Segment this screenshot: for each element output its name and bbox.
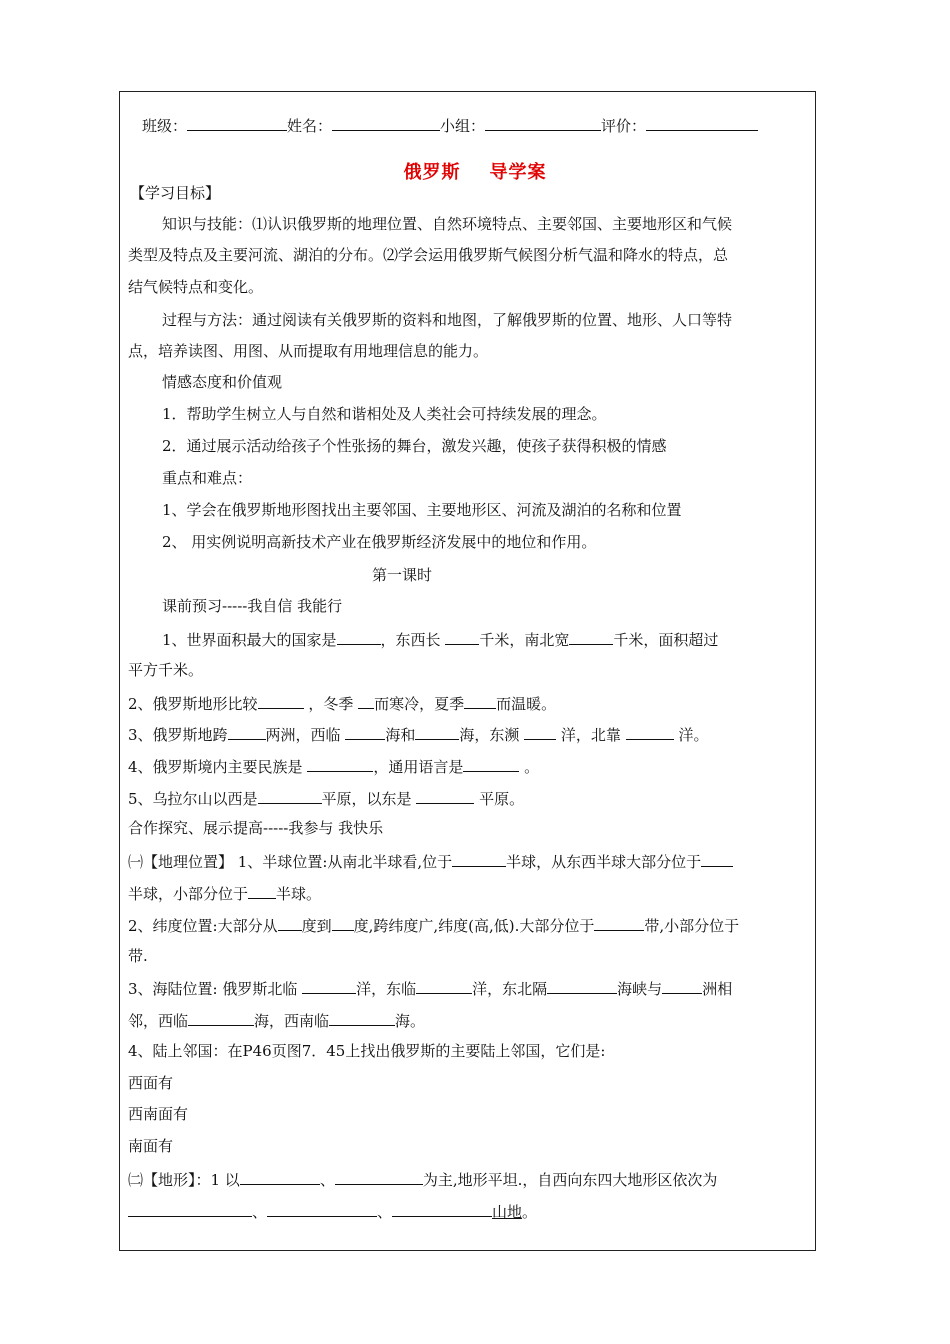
p5-text-b: 、 bbox=[319, 1171, 335, 1189]
explore-p5 bbox=[128, 1168, 717, 1190]
explore-heading: 合作探究、展示提高-----我参与 我快乐 bbox=[128, 819, 384, 837]
q4-text-c: 。 bbox=[519, 758, 540, 776]
q3-text-c: 海和 bbox=[385, 726, 416, 744]
q4-blank-ethnic[interactable] bbox=[307, 755, 373, 772]
explore-p2 bbox=[128, 914, 739, 936]
preview-q4 bbox=[128, 755, 539, 777]
q4-text-b: ，通用语言是 bbox=[373, 758, 464, 776]
key-heading: 重点和难点： bbox=[162, 469, 253, 487]
emotion-item-1: 1．帮助学生树立人与自然和谐相处及人类社会可持续发展的理念。 bbox=[162, 405, 607, 423]
explore-p3-cont bbox=[128, 1009, 425, 1031]
q1-blank-ns[interactable] bbox=[569, 628, 613, 645]
p2-blank-lat-to[interactable] bbox=[332, 914, 354, 931]
q1-text-d: 千米，面积超过 bbox=[613, 631, 719, 649]
class-label: 班级： bbox=[142, 117, 188, 135]
q4-text-a: 4、俄罗斯境内主要民族是 bbox=[128, 758, 308, 776]
p3-text-b: 洋，东临 bbox=[356, 980, 417, 998]
p2-text-b: 度到 bbox=[301, 917, 332, 935]
p1-text-c: 半球，小部分位于 bbox=[128, 885, 249, 903]
explore-p1 bbox=[128, 850, 733, 872]
preview-q2 bbox=[128, 692, 556, 714]
knowledge-line-3: 结气候特点和变化。 bbox=[128, 278, 264, 296]
knowledge-line-1: 知识与技能：⑴认识俄罗斯的地理位置、自然环境特点、主要邻国、主要地形区和气候 bbox=[162, 215, 733, 233]
p3-text-d: 海峡与 bbox=[617, 980, 663, 998]
p2-text-a: 2、纬度位置:大部分从 bbox=[128, 917, 278, 935]
group-label: 小组： bbox=[440, 117, 486, 135]
p3-blank-continent[interactable] bbox=[662, 977, 702, 994]
p1-blank-ew-major[interactable] bbox=[701, 850, 733, 867]
preview-q3 bbox=[128, 723, 708, 745]
objectives-heading: 【学习目标】 bbox=[130, 184, 221, 202]
class-field[interactable] bbox=[187, 114, 287, 131]
p5-blank-region-1[interactable] bbox=[128, 1200, 252, 1217]
q3-text-e: 洋，北靠 bbox=[556, 726, 626, 744]
preview-q1-cont: 平方千米。 bbox=[128, 661, 204, 679]
p5-text-d: 、 bbox=[252, 1203, 268, 1221]
q4-blank-language[interactable] bbox=[463, 755, 519, 772]
q2-blank-terrain[interactable] bbox=[258, 692, 304, 709]
p2-blank-lat-from[interactable] bbox=[278, 914, 302, 931]
p3-blank-north-ocean[interactable] bbox=[302, 977, 356, 994]
p5-text-mountain: 山地 bbox=[492, 1203, 523, 1221]
explore-p5-cont bbox=[128, 1200, 537, 1222]
process-line-2: 点，培养读图、用图、从而提取有用地理信息的能力。 bbox=[128, 342, 489, 360]
p1-blank-ew-minor[interactable] bbox=[248, 882, 276, 899]
eval-label: 评价： bbox=[601, 117, 647, 135]
p5-text-a: ㈡【地形】：1 以 bbox=[128, 1171, 240, 1189]
key-item-1: 1、学会在俄罗斯地形图找出主要邻国、主要地形区、河流及湖泊的名称和位置 bbox=[162, 501, 682, 519]
q3-blank-sea1[interactable] bbox=[345, 723, 385, 740]
p5-blank-region-3[interactable] bbox=[392, 1200, 492, 1217]
q3-blank-ocean-north[interactable] bbox=[626, 723, 674, 740]
p3-blank-east-ocean[interactable] bbox=[416, 977, 472, 994]
q1-text-b: ，东西长 bbox=[380, 631, 446, 649]
p5-text-g: 。 bbox=[522, 1203, 538, 1221]
q5-text-b: 平原，以东是 bbox=[321, 790, 417, 808]
q1-blank-ew[interactable] bbox=[445, 628, 479, 645]
p1-text-a: ㈠【地理位置】 1、半球位置:从南北半球看,位于 bbox=[128, 853, 453, 871]
q3-text-b: 两洲，西临 bbox=[265, 726, 346, 744]
q3-text-a: 3、俄罗斯地跨 bbox=[128, 726, 228, 744]
q2-text-b: ，冬季 bbox=[303, 695, 359, 713]
p2-blank-zone-major[interactable] bbox=[594, 914, 644, 931]
q5-blank-east-plain[interactable] bbox=[416, 787, 474, 804]
explore-p1-cont bbox=[128, 882, 321, 904]
p3-text-g: 海，西南临 bbox=[254, 1012, 330, 1030]
q2-text-d: 而温暖。 bbox=[496, 695, 557, 713]
q5-text-a: 5、乌拉尔山以西是 bbox=[128, 790, 258, 808]
q1-blank-country[interactable] bbox=[337, 628, 381, 645]
name-label: 姓名： bbox=[287, 117, 333, 135]
title-right: 导学案 bbox=[489, 162, 547, 183]
page-title bbox=[0, 158, 950, 184]
p1-text-d: 半球。 bbox=[276, 885, 322, 903]
p3-text-h: 海。 bbox=[395, 1012, 426, 1030]
p2-text-d: 带,小部分位于 bbox=[644, 917, 740, 935]
preview-q5 bbox=[128, 787, 524, 809]
emotion-heading: 情感态度和价值观 bbox=[162, 373, 283, 391]
p2-text-c: 度,跨纬度广,纬度(高,低).大部分位于 bbox=[353, 917, 595, 935]
p5-blank-region-2[interactable] bbox=[267, 1200, 377, 1217]
q3-blank-ocean-east[interactable] bbox=[524, 723, 556, 740]
p3-blank-southwest-sea[interactable] bbox=[329, 1009, 395, 1026]
p5-text-c: 为主,地形平坦.，自西向东四大地形区依次为 bbox=[422, 1171, 718, 1189]
p3-text-a: 3、海陆位置: 俄罗斯北临 bbox=[128, 980, 303, 998]
q3-blank-continents[interactable] bbox=[228, 723, 266, 740]
emotion-item-2: 2．通过展示活动给孩子个性张扬的舞台，激发兴趣，使孩子获得积极的情感 bbox=[162, 437, 667, 455]
neighbors-south: 南面有 bbox=[128, 1137, 174, 1155]
lesson-label: 第一课时 bbox=[372, 566, 433, 584]
eval-field[interactable] bbox=[646, 114, 758, 131]
q2-blank-summer[interactable] bbox=[464, 692, 496, 709]
q2-text-c: 而寒冷，夏季 bbox=[374, 695, 465, 713]
p5-text-e: 、 bbox=[377, 1203, 393, 1221]
q3-text-d: 海，东濒 bbox=[459, 726, 525, 744]
p3-blank-strait[interactable] bbox=[547, 977, 617, 994]
q1-text-a: 1、世界面积最大的国家是 bbox=[162, 631, 337, 649]
q1-text-c: 千米，南北宽 bbox=[479, 631, 570, 649]
preview-heading: 课前预习-----我自信 我能行 bbox=[162, 597, 343, 615]
q5-blank-west-plain[interactable] bbox=[258, 787, 322, 804]
p3-text-f: 邻，西临 bbox=[128, 1012, 189, 1030]
p5-blank-landform-2[interactable] bbox=[335, 1168, 423, 1185]
p3-text-c: 洋，东北隔 bbox=[472, 980, 548, 998]
q2-blank-winter[interactable] bbox=[358, 692, 374, 709]
key-item-2: 2、 用实例说明高新技术产业在俄罗斯经济发展中的地位和作用。 bbox=[162, 533, 597, 551]
p1-text-b: 半球，从东西半球大部分位于 bbox=[506, 853, 702, 871]
preview-q1 bbox=[162, 628, 718, 650]
knowledge-line-2: 类型及特点及主要河流、湖泊的分布。⑵学会运用俄罗斯气候图分析气温和降水的特点，总 bbox=[128, 246, 729, 264]
name-field[interactable] bbox=[332, 114, 440, 131]
explore-p4: 4、陆上邻国：在P46页图7．45上找出俄罗斯的主要陆上邻国，它们是: bbox=[128, 1042, 606, 1060]
p3-text-e: 洲相 bbox=[702, 980, 733, 998]
neighbors-west: 西面有 bbox=[128, 1074, 174, 1092]
neighbors-southwest: 西南面有 bbox=[128, 1105, 189, 1123]
group-field[interactable] bbox=[485, 114, 601, 131]
title-left: 俄罗斯 bbox=[403, 162, 461, 183]
q2-text-a: 2、俄罗斯地形比较 bbox=[128, 695, 258, 713]
explore-p3 bbox=[128, 977, 732, 999]
p1-blank-ns-hemisphere[interactable] bbox=[452, 850, 506, 867]
q5-text-c: 平原。 bbox=[474, 790, 525, 808]
header-row bbox=[142, 114, 758, 136]
process-line-1: 过程与方法：通过阅读有关俄罗斯的资料和地图，了解俄罗斯的位置、地形、人口等特 bbox=[162, 311, 733, 329]
q3-blank-sea2[interactable] bbox=[415, 723, 459, 740]
explore-p2-cont: 带. bbox=[128, 947, 148, 965]
p5-blank-landform-1[interactable] bbox=[240, 1168, 320, 1185]
p3-blank-west-sea[interactable] bbox=[188, 1009, 254, 1026]
q3-text-f: 洋。 bbox=[673, 726, 709, 744]
worksheet-frame bbox=[119, 91, 816, 1251]
